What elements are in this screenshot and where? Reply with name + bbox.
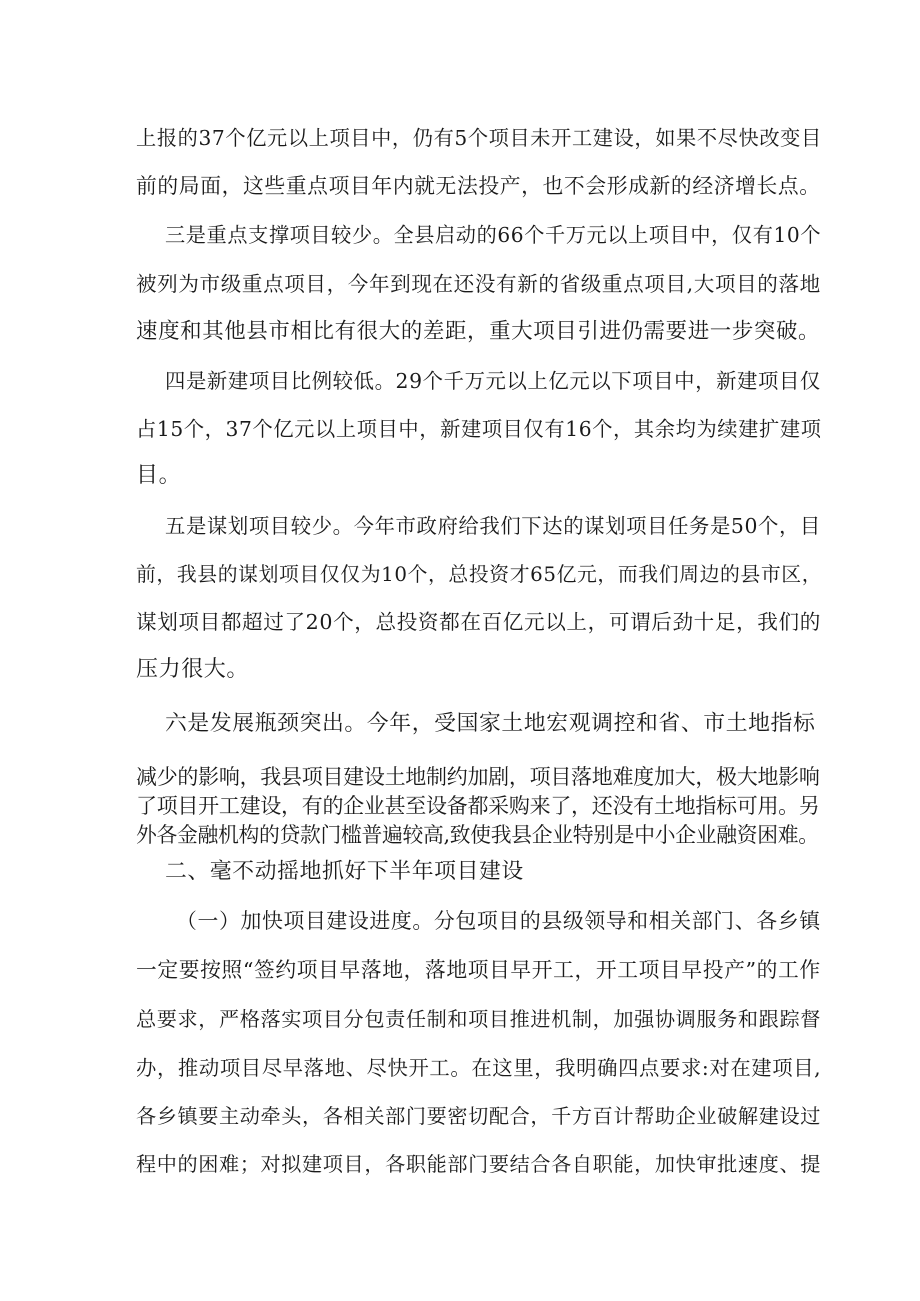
text-line: 四是新建项目比例较低。29个千万元以上亿元以下项目中，新建项目仅 (165, 369, 821, 393)
text-line: 前，我县的谋划项目仅仅为10个，总投资才65亿元，而我们周边的县市区， (136, 563, 823, 586)
text-line: 三是重点支撑项目较少。全县启动的66个千万元以上项目中，仅有10个 (165, 223, 822, 247)
text-line: 六是发展瓶颈突出。今年，受国家土地宏观调控和省、市土地指标 (165, 711, 816, 736)
text-line: 办，推动项目尽早落地、尽快开工。在这里，我明确四点要求:对在建项目, (136, 1056, 822, 1080)
text-line: 上报的37个亿元以上项目中，仍有5个项目未开工建设，如果不尽快改变目 (136, 126, 822, 150)
text-line: 总要求，严格落实项目分包责任制和项目推进机制，加强协调服务和跟踪督 (136, 1007, 821, 1031)
text-line: 压力很大。 (136, 657, 250, 682)
text-line: 五是谋划项目较少。今年市政府给我们下达的谋划项目任务是50个，目 (165, 514, 821, 538)
text-line: 了项目开工建设，有的企业甚至设备都采购来了，还没有土地指标可用。另 (136, 793, 820, 818)
text-line: 外各金融机构的贷款门槛普遍较高,致使我县企业特别是中小企业融资困难。 (136, 823, 819, 847)
text-line: 占15个，37个亿元以上项目中，新建项目仅有16个，其余均为续建扩建项 (136, 417, 822, 441)
text-line: 速度和其他县市相比有很大的差距，重大项目引进仍需要进一步突破。 (136, 319, 821, 344)
text-line: 前的局面，这些重点项目年内就无法投产，也不会形成新的经济增长点。 (136, 174, 821, 198)
text-line: 各乡镇要主动牵头，各相关部门要密切配合，千方百计帮助企业破解建设过 (136, 1104, 821, 1128)
text-line: 程中的困难；对拟建项目，各职能部门要结合各自职能，加快审批速度、提 (136, 1152, 821, 1176)
text-line: （一）加快项目建设进度。分包项目的县级领导和相关部门、各乡镇 (176, 909, 821, 933)
text-line: 一定要按照“签约项目早落地，落地项目早开工，开工项目早投产”的工作 (136, 958, 821, 982)
section-heading: 二、毫不动摇地抓好下半年项目建设 (165, 859, 524, 884)
text-line: 谋划项目都超过了20个，总投资都在百亿元以上，可谓后劲十足，我们的 (136, 610, 821, 634)
text-line: 目。 (136, 463, 182, 488)
text-line: 减少的影响，我县项目建设土地制约加剧，项目落地难度加大，极大地影响 (136, 764, 820, 789)
text-line: 被列为市级重点项目，今年到现在还没有新的省级重点项目,大项目的落地 (136, 272, 821, 296)
